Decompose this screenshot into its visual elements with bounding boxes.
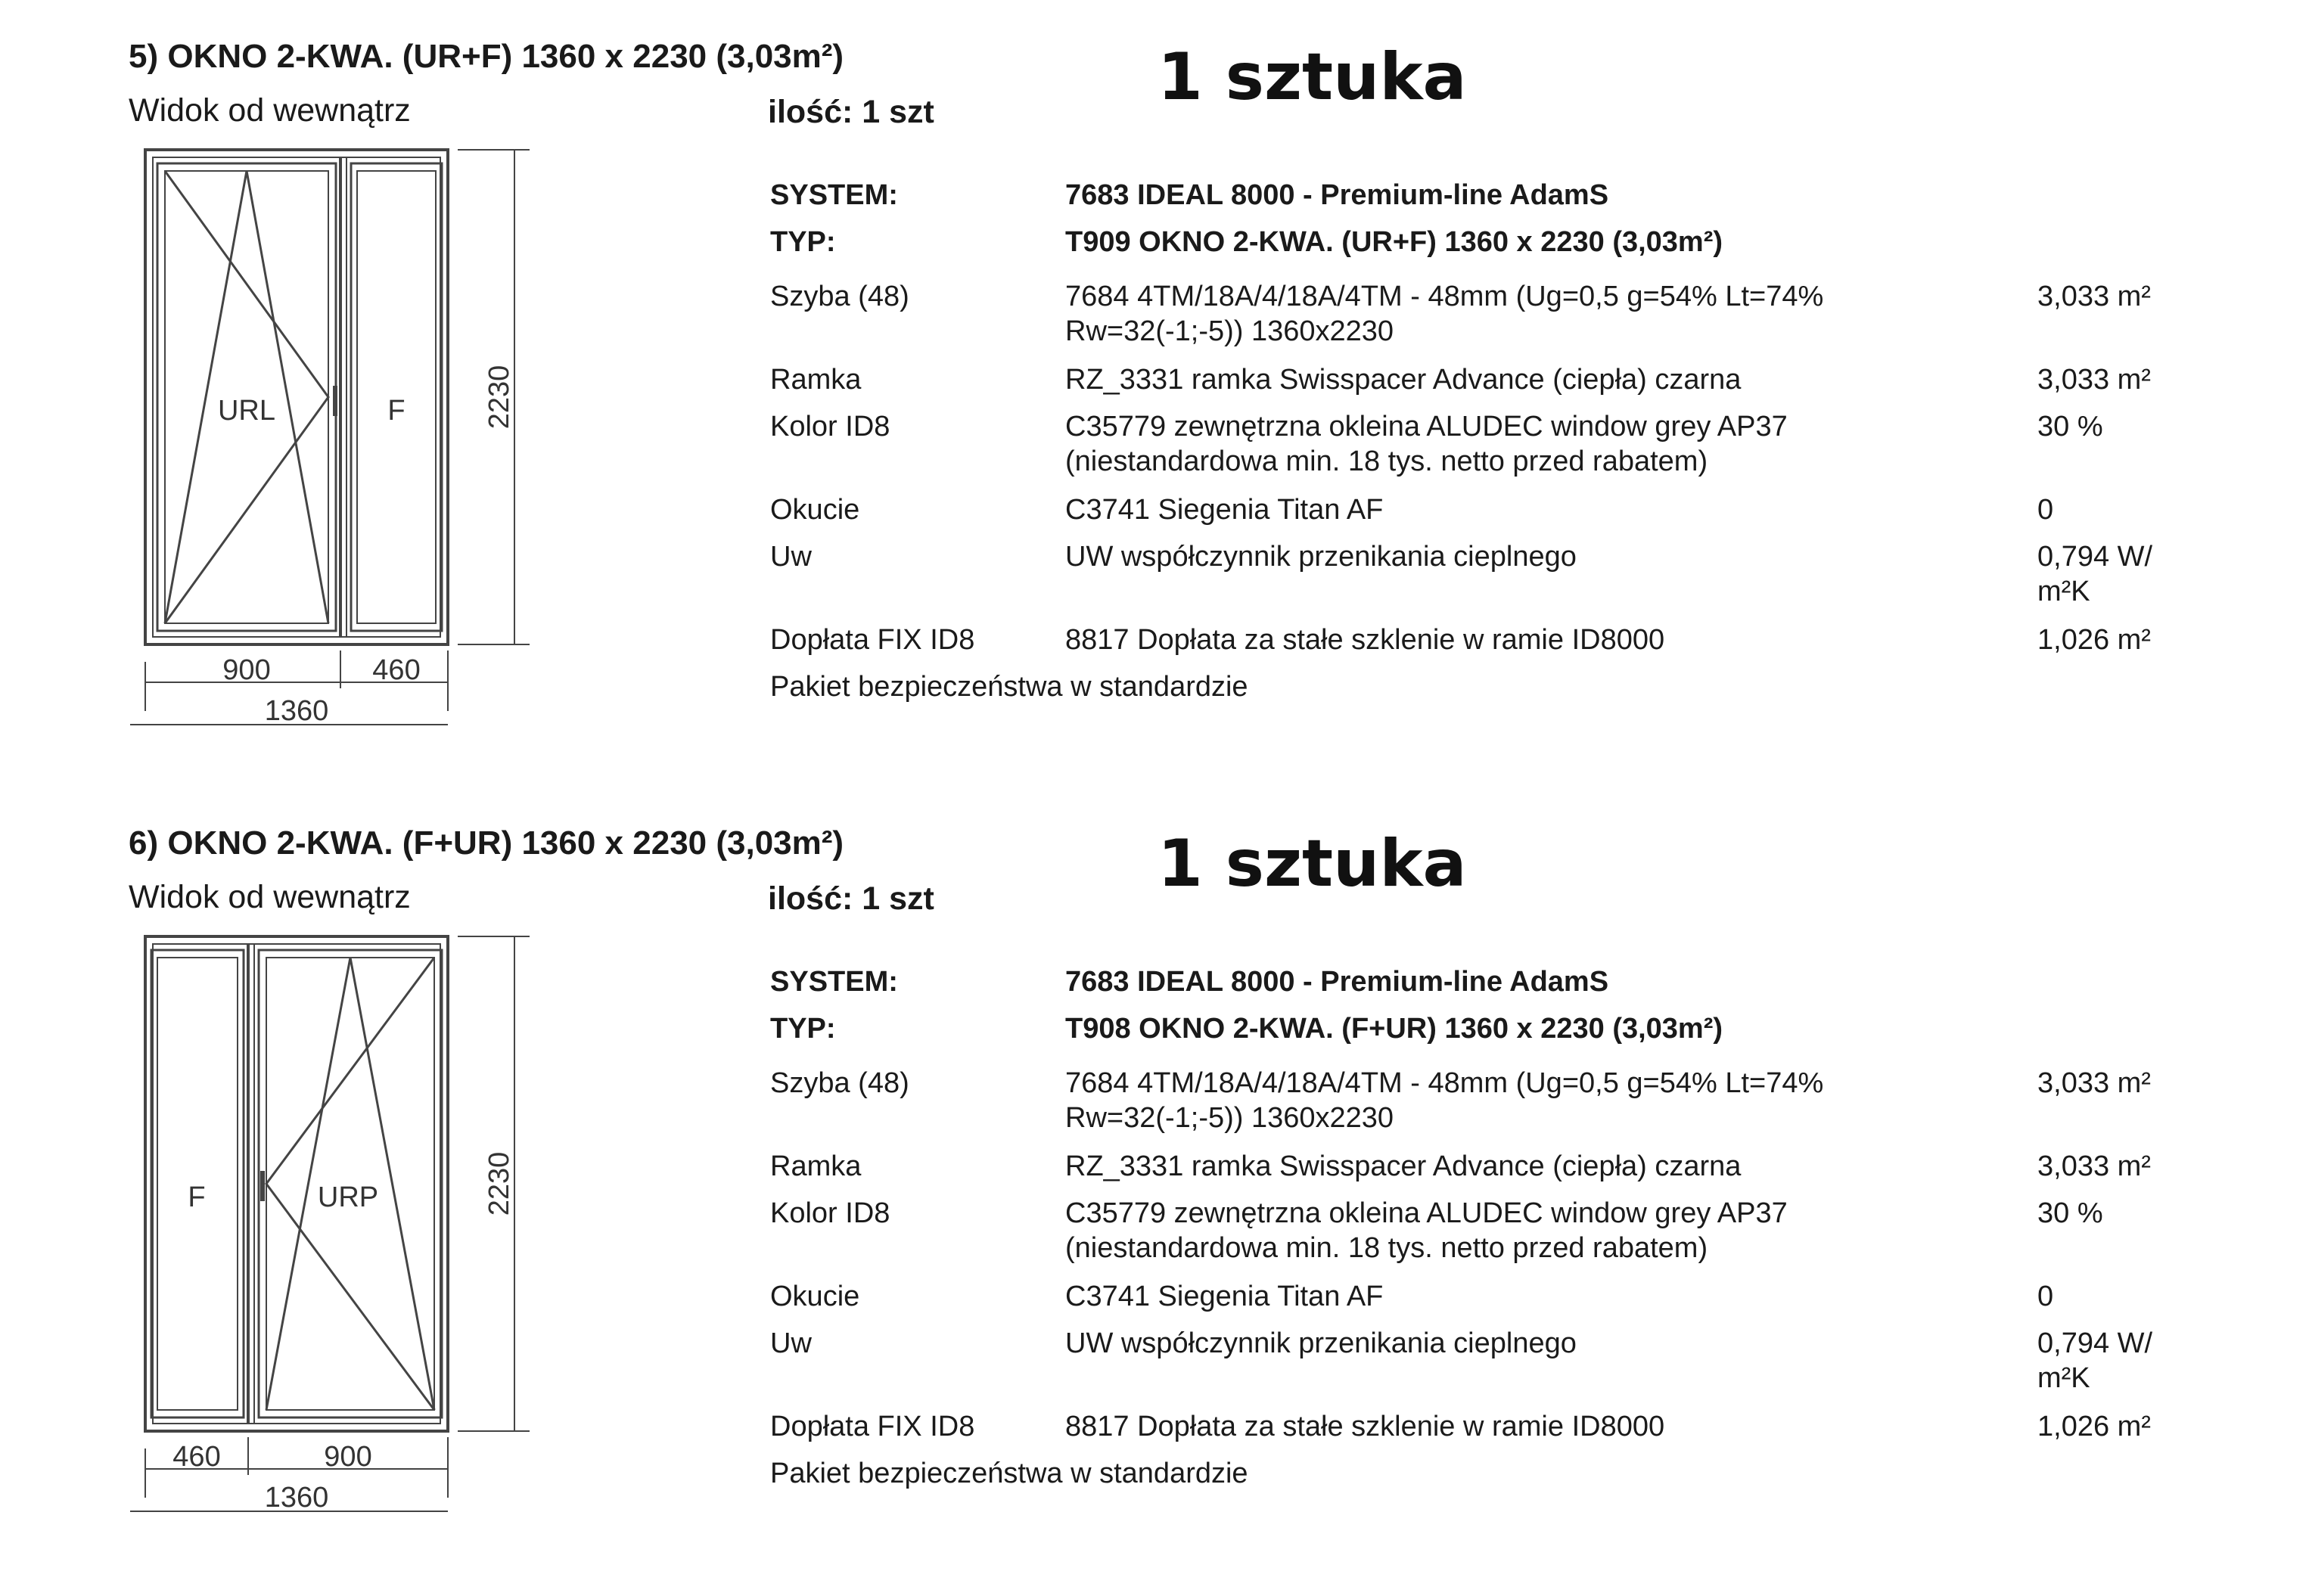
spec-row-typ: [770, 1011, 2253, 1066]
window-drawing-svg: [121, 923, 545, 1535]
spec-row-kolor: [770, 1196, 2253, 1279]
spec-value: 30 %: [2037, 411, 2103, 442]
window-item-5: [0, 0, 2312, 787]
spec-table: [770, 178, 2253, 704]
spec-value: 3,033 m²: [2037, 1067, 2151, 1099]
item-title: 6) OKNO 2-KWA. (F+UR) 1360 x 2230 (3,03m²): [129, 824, 844, 862]
dim-width-right: 460: [372, 654, 421, 686]
handle-icon: [260, 1171, 265, 1201]
spec-label: Szyba (48): [770, 281, 909, 312]
spec-label: Ramka: [770, 364, 862, 396]
spec-value: 0: [2037, 1281, 2054, 1312]
spec-value: 1,026 m²: [2037, 624, 2151, 656]
spec-label: TYP:: [770, 1013, 836, 1045]
spec-label: Kolor ID8: [770, 1197, 890, 1229]
spec-label: Okucie: [770, 1281, 860, 1312]
spec-desc: UW współczynnik przenikania cieplnego: [1065, 1327, 1577, 1359]
spec-desc: T909 OKNO 2-KWA. (UR+F) 1360 x 2230 (3,03m²): [1065, 226, 1723, 258]
handle-icon: [333, 386, 337, 416]
pieces-badge: 1 sztuka: [1158, 39, 1467, 115]
spec-row-doplata: [770, 1409, 2253, 1456]
window-drawing: [121, 136, 545, 749]
spec-label: Kolor ID8: [770, 411, 890, 442]
spec-label: Dopłata FIX ID8: [770, 624, 975, 656]
dim-height: 2230: [483, 1151, 515, 1216]
spec-row-okucie: [770, 492, 2253, 539]
spec-row-okucie: [770, 1279, 2253, 1326]
spec-label: Ramka: [770, 1150, 862, 1182]
sash-label-left: URL: [217, 395, 276, 427]
window-item-6: [0, 787, 2312, 1573]
spec-row-doplata: [770, 623, 2253, 669]
spec-desc: C35779 zewnętrzna okleina ALUDEC window grey AP37 (niestandardowa min. 18 tys. netto przed rabatem): [1065, 411, 1788, 477]
spec-row-system: [770, 964, 2253, 1011]
spec-desc: 8817 Dopłata za stałe szklenie w ramie ID8000: [1065, 1411, 1665, 1442]
spec-value: 3,033 m²: [2037, 364, 2151, 396]
spec-label: TYP:: [770, 226, 836, 258]
spec-desc: 7684 4TM/18A/4/18A/4TM - 48mm (Ug=0,5 g=54% Lt=74% Rw=32(-1;-5)) 1360x2230: [1065, 281, 1824, 347]
spec-value: 30 %: [2037, 1197, 2103, 1229]
spec-desc: T908 OKNO 2-KWA. (F+UR) 1360 x 2230 (3,03m²): [1065, 1013, 1723, 1045]
spec-label: Uw: [770, 1327, 812, 1359]
spec-desc: C35779 zewnętrzna okleina ALUDEC window grey AP37 (niestandardowa min. 18 tys. netto przed rabatem): [1065, 1197, 1788, 1264]
pieces-badge: 1 sztuka: [1158, 826, 1467, 902]
dim-width-left: 460: [172, 1441, 221, 1473]
spec-row-szyba: [770, 1066, 2253, 1149]
dim-height: 2230: [483, 365, 515, 430]
spec-table: [770, 964, 2253, 1491]
spec-label: Okucie: [770, 494, 860, 526]
spec-desc: C3741 Siegenia Titan AF: [1065, 494, 1384, 526]
spec-value: 0,794 W/ m²K: [2037, 1327, 2153, 1394]
spec-value: 0,794 W/ m²K: [2037, 541, 2153, 607]
sash-label-right: F: [387, 395, 406, 427]
item-title: 5) OKNO 2-KWA. (UR+F) 1360 x 2230 (3,03m²): [129, 38, 844, 75]
spec-label: Uw: [770, 541, 812, 573]
spec-desc: 7683 IDEAL 8000 - Premium-line AdamS: [1065, 966, 1609, 998]
spec-desc: 7683 IDEAL 8000 - Premium-line AdamS: [1065, 179, 1609, 211]
sash-label-right: URP: [317, 1181, 379, 1213]
quantity-label: ilość: 1 szt: [768, 880, 934, 917]
spec-value: 0: [2037, 494, 2054, 526]
spec-desc: RZ_3331 ramka Swisspacer Advance (ciepła) czarna: [1065, 1150, 1742, 1182]
spec-label: SYSTEM:: [770, 966, 898, 998]
dim-width-right: 900: [324, 1441, 372, 1473]
dim-width-total: 1360: [264, 1482, 329, 1514]
quantity-label: ilość: 1 szt: [768, 94, 934, 130]
spec-value: 1,026 m²: [2037, 1411, 2151, 1442]
spec-row-szyba: [770, 279, 2253, 362]
spec-desc: RZ_3331 ramka Swisspacer Advance (ciepła) czarna: [1065, 364, 1742, 396]
dim-width-total: 1360: [264, 695, 329, 727]
spec-footer: Pakiet bezpieczeństwa w standardzie: [770, 1458, 1248, 1489]
window-drawing: [121, 923, 545, 1535]
window-drawing-svg: [121, 136, 545, 749]
spec-row-ramka: [770, 1149, 2253, 1196]
view-label: Widok od wewnątrz: [129, 92, 411, 129]
spec-value: 3,033 m²: [2037, 1150, 2151, 1182]
spec-row-system: [770, 178, 2253, 225]
spec-row-ramka: [770, 362, 2253, 409]
spec-row-uw: [770, 1326, 2253, 1409]
spec-desc: 7684 4TM/18A/4/18A/4TM - 48mm (Ug=0,5 g=54% Lt=74% Rw=32(-1;-5)) 1360x2230: [1065, 1067, 1824, 1134]
spec-label: Szyba (48): [770, 1067, 909, 1099]
spec-desc: C3741 Siegenia Titan AF: [1065, 1281, 1384, 1312]
view-label: Widok od wewnątrz: [129, 879, 411, 915]
sash-label-left: F: [188, 1181, 206, 1213]
spec-row-kolor: [770, 409, 2253, 492]
spec-value: 3,033 m²: [2037, 281, 2151, 312]
dim-width-left: 900: [222, 654, 271, 686]
spec-label: SYSTEM:: [770, 179, 898, 211]
spec-row-typ: [770, 225, 2253, 279]
spec-label: Dopłata FIX ID8: [770, 1411, 975, 1442]
spec-row-uw: [770, 539, 2253, 623]
spec-desc: UW współczynnik przenikania cieplnego: [1065, 541, 1577, 573]
spec-footer: Pakiet bezpieczeństwa w standardzie: [770, 671, 1248, 703]
spec-desc: 8817 Dopłata za stałe szklenie w ramie ID8000: [1065, 624, 1665, 656]
